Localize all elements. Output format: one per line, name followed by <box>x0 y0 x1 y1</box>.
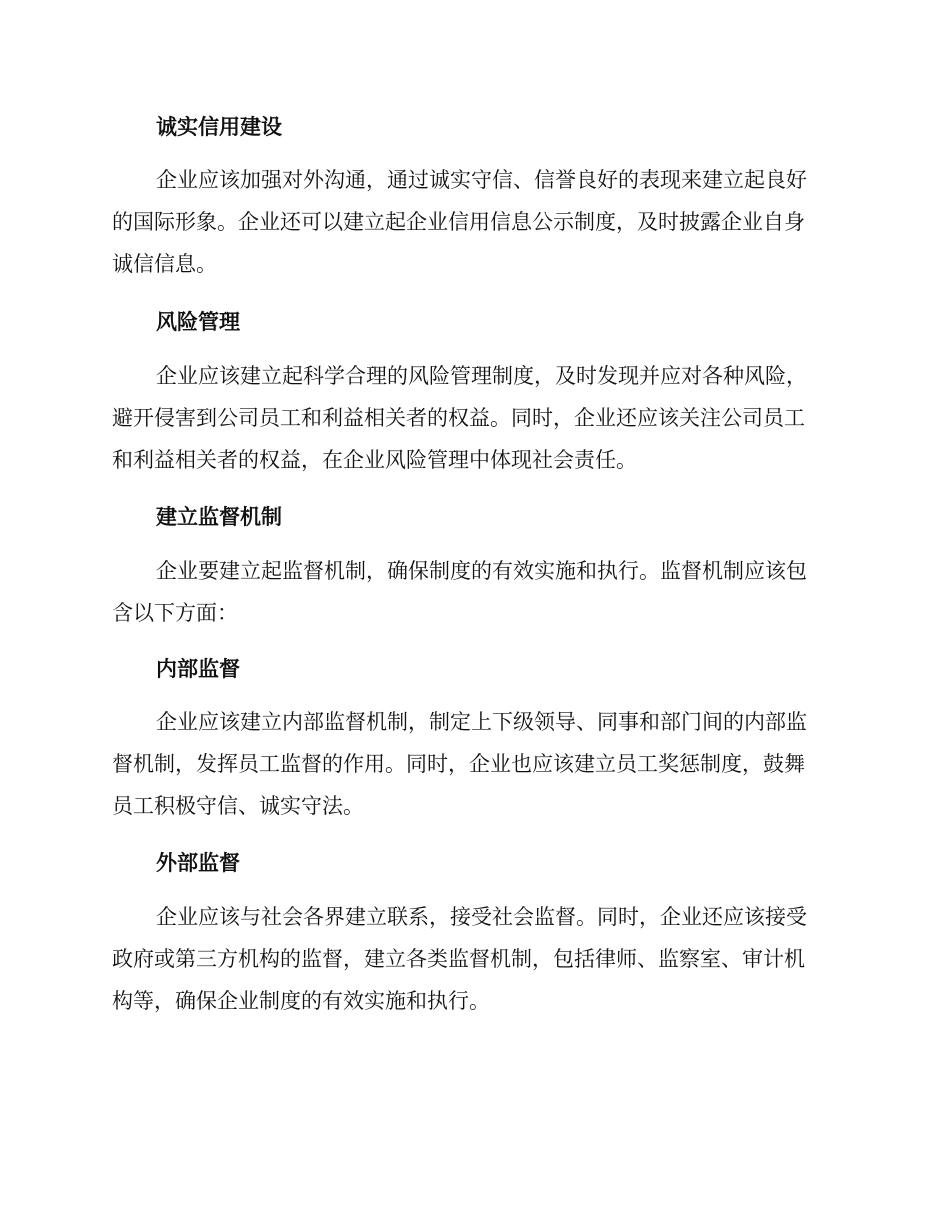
paragraph-line: 企业应该与社会各界建立联系，接受社会监督。同时，企业还应该接受 <box>156 905 807 929</box>
section-heading-integrity-credit: 诚实信用建设 <box>156 115 282 139</box>
paragraph-line: 政府或第三方机构的监督，建立各类监督机制，包括律师、监察室、审计机 <box>112 947 805 971</box>
section-heading-supervision-mechanism: 建立监督机制 <box>156 505 282 529</box>
paragraph-line: 含以下方面： <box>112 601 238 625</box>
paragraph-line: 构等，确保企业制度的有效实施和执行。 <box>112 989 490 1013</box>
section-paragraph-supervision-mechanism <box>112 550 832 634</box>
paragraph-line: 和利益相关者的权益，在企业风险管理中体现社会责任。 <box>112 448 637 472</box>
section-paragraph-integrity-credit <box>112 159 832 285</box>
paragraph-line: 避开侵害到公司员工和利益相关者的权益。同时，企业还应该关注公司员工 <box>112 406 805 430</box>
section-paragraph-internal-supervision <box>112 701 832 827</box>
paragraph-line: 员工积极守信、诚实守法。 <box>112 794 364 818</box>
section-paragraph-risk-management <box>112 355 832 481</box>
paragraph-line: 诚信信息。 <box>112 252 217 276</box>
paragraph-line: 企业应该建立内部监督机制，制定上下级领导、同事和部门间的内部监 <box>156 710 807 734</box>
section-heading-external-supervision: 外部监督 <box>156 851 240 875</box>
paragraph-line: 企业要建立起监督机制，确保制度的有效实施和执行。监督机制应该包 <box>156 559 807 583</box>
paragraph-line: 企业应该加强对外沟通，通过诚实守信、信誉良好的表现来建立起良好 <box>156 168 807 192</box>
paragraph-line: 的国际形象。企业还可以建立起企业信用信息公示制度，及时披露企业自身 <box>112 210 805 234</box>
paragraph-line: 督机制，发挥员工监督的作用。同时，企业也应该建立员工奖惩制度，鼓舞 <box>112 752 805 776</box>
section-heading-risk-management: 风险管理 <box>156 310 240 334</box>
section-heading-internal-supervision: 内部监督 <box>156 657 240 681</box>
section-paragraph-external-supervision <box>112 896 832 1022</box>
paragraph-line: 企业应该建立起科学合理的风险管理制度，及时发现并应对各种风险， <box>156 364 807 388</box>
